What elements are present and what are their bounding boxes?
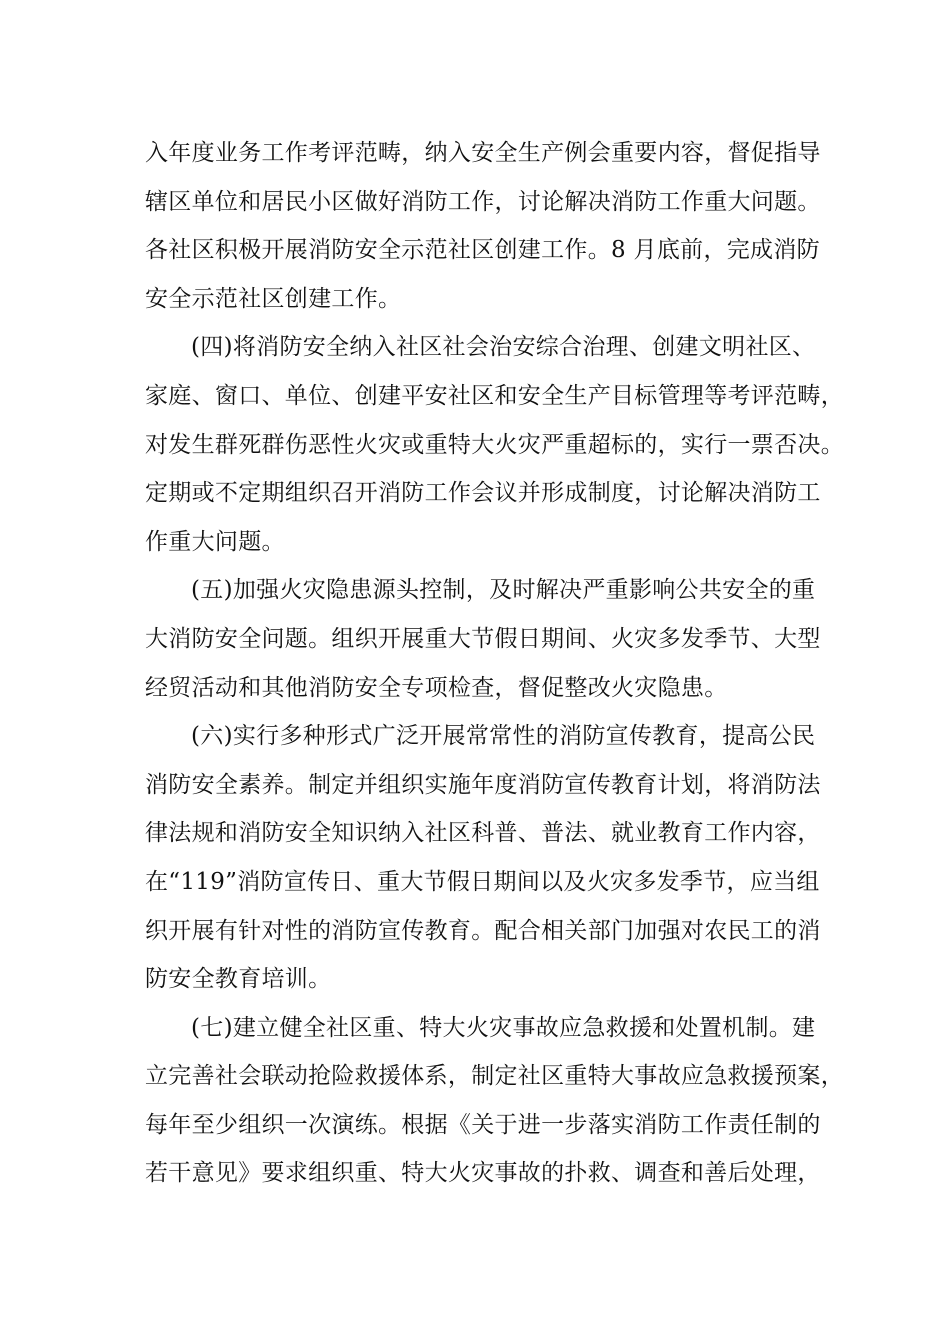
text-line: 家庭、窗口、单位、创建平安社区和安全生产目标管理等考评范畴， <box>145 382 844 409</box>
text-line: 若干意见》要求组织重、特大火灾事故的扑救、调查和善后处理， <box>145 1160 821 1187</box>
text-line: 对发生群死群伤恶性火灾或重特大火灾严重超标的，实行一票否决。 <box>145 431 844 458</box>
text-line: 入年度业务工作考评范畴，纳入安全生产例会重要内容，督促指导 <box>145 140 821 166</box>
text-line: 立完善社会联动抢险救援体系，制定社区重特大事故应急救援预案， <box>145 1063 844 1090</box>
text-line: 织开展有针对性的消防宣传教育。配合相关部门加强对农民工的消 <box>145 917 821 944</box>
paragraph-start-line: (四)将消防安全纳入社区社会治安综合治理、创建文明社区、 <box>191 334 816 361</box>
text-line: 防安全教育培训。 <box>145 966 332 993</box>
text-line: 律法规和消防安全知识纳入社区科普、普法、就业教育工作内容， <box>145 820 821 847</box>
document-body <box>145 129 844 1198</box>
text-line: 作重大问题。 <box>145 528 285 555</box>
text-line: 每年至少组织一次演练。根据《关于进一步落实消防工作责任制的 <box>145 1111 821 1138</box>
text-line: 经贸活动和其他消防安全专项检查，督促整改火灾隐患。 <box>145 674 728 701</box>
text-line: 定期或不定期组织召开消防工作会议并形成制度，讨论解决消防工 <box>145 480 821 507</box>
text-line: 辖区单位和居民小区做好消防工作，讨论解决消防工作重大问题。 <box>145 188 821 215</box>
paragraph-start-line: (五)加强火灾隐患源头控制，及时解决严重影响公共安全的重 <box>191 577 816 604</box>
text-line: 各社区积极开展消防安全示范社区创建工作。8 月底前，完成消防 <box>145 237 820 264</box>
text-line: 在“119”消防宣传日、重大节假日期间以及火灾多发季节，应当组 <box>145 868 820 895</box>
text-line: 安全示范社区创建工作。 <box>145 285 402 312</box>
text-line: 消防安全素养。制定并组织实施年度消防宣传教育计划，将消防法 <box>145 771 821 798</box>
paragraph-start-line: (六)实行多种形式广泛开展常常性的消防宣传教育，提高公民 <box>191 723 816 750</box>
text-line: 大消防安全问题。组织开展重大节假日期间、火灾多发季节、大型 <box>145 625 821 652</box>
paragraph-start-line: (七)建立健全社区重、特大火灾事故应急救援和处置机制。建 <box>191 1014 816 1041</box>
